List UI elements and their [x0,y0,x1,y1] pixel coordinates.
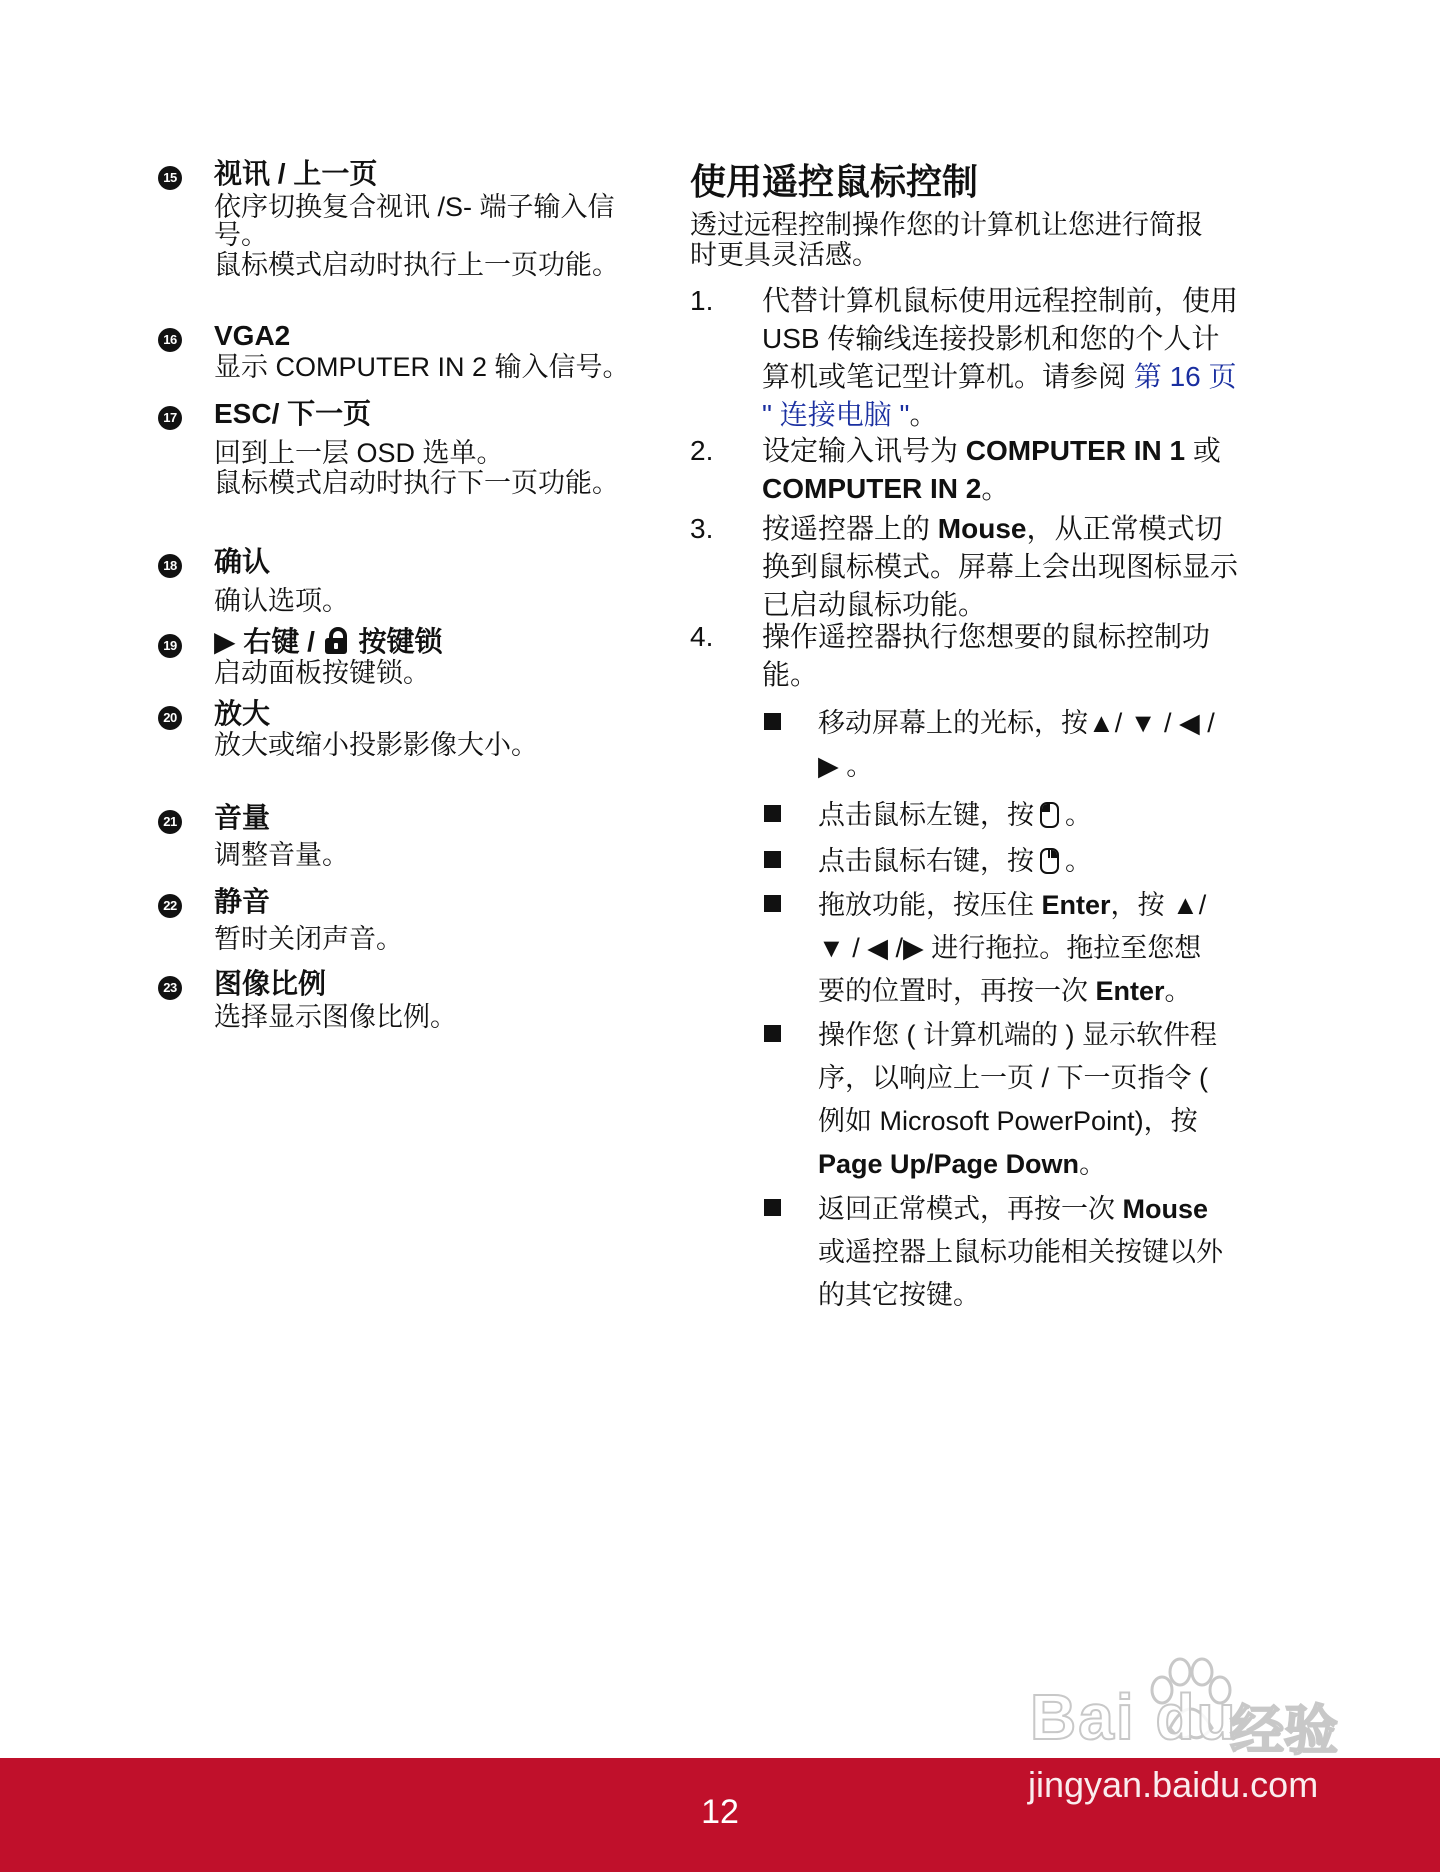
bullet-line: 例如 Microsoft PowerPoint)，按 [818,1106,1198,1136]
step-line-text: 算机或笔记型计算机。请参阅 [762,361,1127,392]
step-line: 换到鼠标模式。屏幕上会出现图标显示 [762,551,1239,582]
bullet-square-icon [764,851,781,868]
item-number: 18 [158,554,182,578]
item-desc-line: 回到上一层 OSD 选单。 [214,438,504,468]
watermark-logo-text: Bai du [1030,1681,1238,1753]
step-line [762,510,1238,548]
item-desc-line: 确认选项。 [214,586,349,616]
bullet-line-text: 。 [1065,846,1092,876]
bullet-text [818,702,1215,788]
step-text [762,432,1221,508]
intro-line: 时更具灵活感。 [690,240,879,270]
item-desc-line: 启动面板按键锁。 [214,658,430,688]
item-number: 20 [158,706,182,730]
bullet-line-text: 。 [1164,976,1192,1006]
step-line-text: 设定输入讯号为 [762,435,966,466]
bullet-text [818,884,1206,1013]
item-heading: 放大 [214,698,271,729]
bullet-square-icon [764,713,781,730]
bullet-square-icon [764,805,781,822]
watermark-url: jingyan.baidu.com [1028,1764,1319,1805]
bullet-line: 的其它按键。 [818,1280,980,1310]
key-name: Enter [1041,890,1111,920]
item-number: 15 [158,166,182,190]
bullet-line-text: 点击鼠标右键，按 [818,846,1034,876]
bullet-text [818,794,1092,837]
page-link[interactable]: 第 16 页 [1133,361,1237,392]
input-name: COMPUTER IN 1 [965,435,1186,466]
item-heading: 确认 [214,546,271,577]
item-heading: 静音 [214,886,271,917]
item-heading: 视讯 / 上一页 [214,158,378,189]
bullet-line [818,1143,1217,1186]
step-number: 2. [690,435,714,466]
item-number: 16 [158,328,182,352]
key-name: Mouse [1122,1194,1209,1224]
step-text [762,282,1238,434]
key-name: Page Up/Page Down [818,1149,1080,1179]
mouse-left-button-icon [1040,802,1059,828]
section-intro [690,210,1203,270]
item-number: 17 [158,406,182,430]
bullet-text [818,1188,1223,1317]
step-line [762,358,1238,396]
bullet-square-icon [764,1199,781,1216]
item-desc-line: 依序切换复合视讯 /S- 端子输入信 [214,192,615,222]
item-number: 23 [158,976,182,1000]
mouse-right-button-icon [1040,848,1059,874]
item-number: 19 [158,634,182,658]
bullet-square-icon [764,895,781,912]
step-line-text: ，从正常模式切 [1026,513,1223,544]
bullet-text [818,840,1092,883]
item-number: 22 [158,894,182,918]
bullet-line: 操作您 ( 计算机端的 ) 显示软件程 [818,1020,1217,1050]
bullet-line-text: 点击鼠标左键，按 [818,800,1034,830]
bullet-line: 或遥控器上鼠标功能相关按键以外 [818,1237,1223,1267]
item-desc-line: 鼠标模式启动时执行上一页功能。 [214,250,619,280]
item-heading-part: 按键锁 [358,626,443,657]
step-text [762,510,1238,624]
item-heading [214,624,442,660]
item-heading: VGA2 [214,320,291,351]
bullet-line-text: 。 [1065,800,1092,830]
step-line-text: 按遥控器上的 [762,513,938,544]
step-text [762,618,1210,694]
step-number: 4. [690,621,714,652]
step-line: 代替计算机鼠标使用远程控制前，使用 [762,285,1239,316]
bullet-square-icon [764,1025,781,1042]
item-desc-line: 放大或缩小投影影像大小。 [214,730,538,760]
bullet-line-text: 移动屏幕上的光标，按 [818,708,1088,738]
page-number: 12 [701,1793,739,1831]
step-line [762,432,1221,470]
bullet-line: ▼ / ◀ /▶ 进行拖拉。拖拉至您想 [818,933,1202,963]
step-line: 已启动鼠标功能。 [762,589,987,620]
item-heading-part: 右键 / [243,626,315,657]
step-number: 3. [690,513,714,544]
bullet-line-text: 拖放功能，按压住 [818,890,1042,920]
item-number: 21 [158,810,182,834]
baidu-watermark [1020,1650,1420,1805]
item-desc-line: 鼠标模式启动时执行下一页功能。 [214,468,619,498]
bullet-line-text: 要的位置时，再按一次 [818,976,1096,1006]
right-arrow-icon: ▶ [214,626,236,657]
section-title: 使用遥控鼠标控制 [690,161,979,202]
key-name: Mouse [937,513,1027,544]
watermark-cn-text: 经验 [1230,1701,1338,1761]
bullet-line [818,884,1206,927]
step-number: 1. [690,285,714,316]
bullet-line-text: 。 [1079,1149,1107,1179]
item-heading: ESC/ 下一页 [214,398,372,429]
arrow-keys-icon: ▲/ ▼ / ◀ / [1088,708,1215,738]
item-desc-line: 调整音量。 [214,840,349,870]
item-desc-line: 暂时关闭声音。 [214,924,403,954]
item-desc-line: 选择显示图像比例。 [214,1002,457,1032]
item-desc-line: 显示 COMPUTER IN 2 输入信号。 [214,352,630,382]
step-line [762,396,1238,434]
step-line [762,470,1221,508]
item-desc-line: 号。 [214,220,268,250]
intro-line: 透过远程控制操作您的计算机让您进行简报 [690,210,1203,240]
item-heading: 图像比例 [214,968,327,999]
lock-icon [325,638,347,654]
item-heading: 音量 [214,802,271,833]
step-line: 能。 [762,659,819,690]
step-line-text: 或 [1185,435,1221,466]
bullet-text [818,1014,1217,1186]
connect-computer-link[interactable]: " 连接电脑 " [762,399,910,430]
bullet-line [818,970,1206,1013]
bullet-line [818,702,1215,745]
bullet-line-text: 返回正常模式，再按一次 [818,1194,1123,1224]
bullet-line: ▶ 。 [818,751,874,781]
bullet-line-text: ，按 ▲/ [1110,890,1207,920]
step-line: USB 传输线连接投影机和您的个人计 [762,323,1220,354]
bullet-line: 序，以响应上一页 / 下一页指令 ( [818,1063,1208,1093]
input-name: COMPUTER IN 2 [762,473,982,504]
step-line: 操作遥控器执行您想要的鼠标控制功 [762,621,1211,652]
bullet-line [818,1188,1223,1231]
step-line-text: 。 [909,399,938,430]
key-name: Enter [1095,976,1165,1006]
step-line-text: 。 [981,473,1010,504]
